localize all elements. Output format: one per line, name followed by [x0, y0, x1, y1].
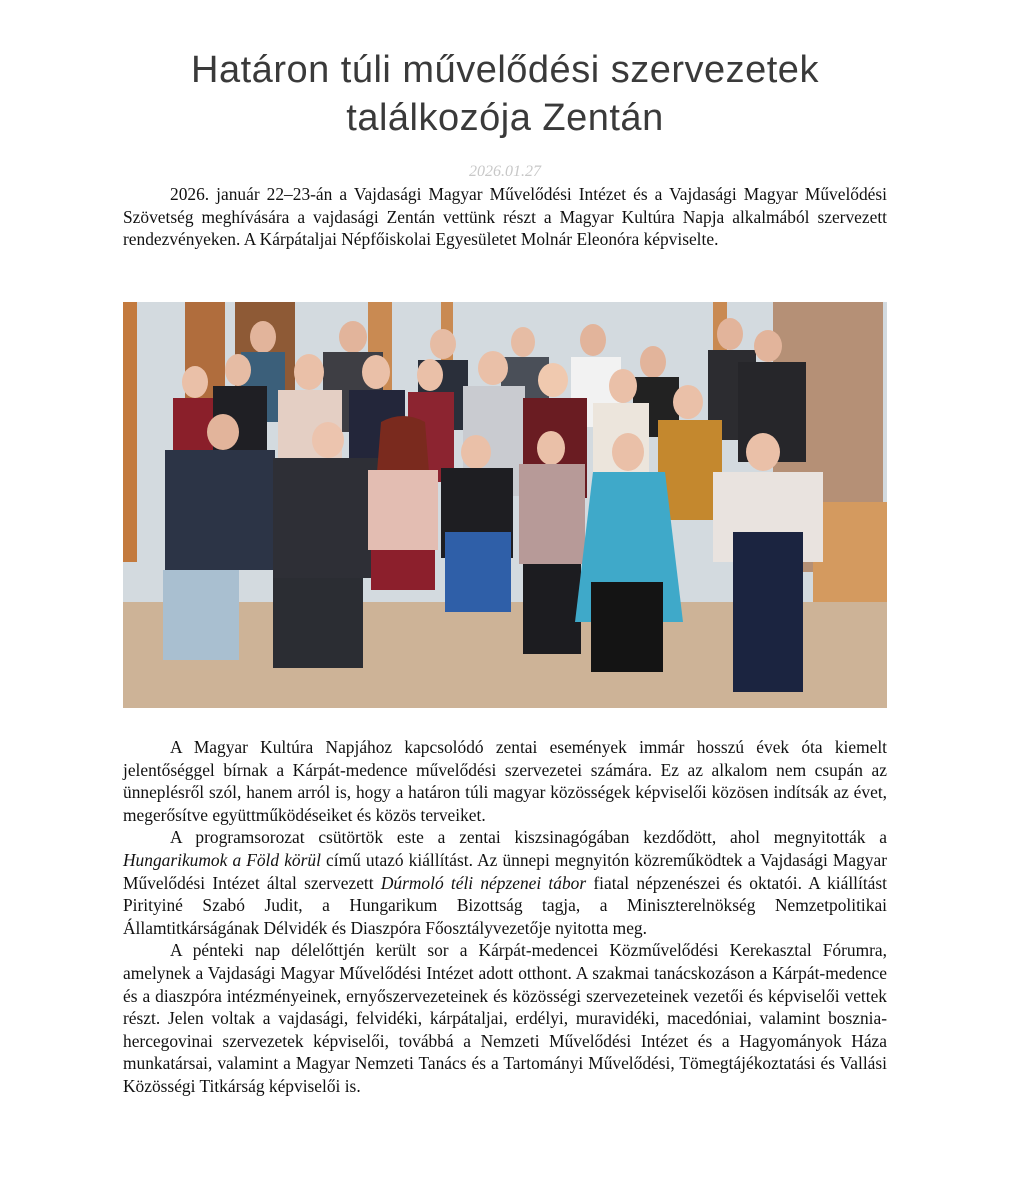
camp-title: Dúrmoló téli népzenei tábor: [380, 872, 587, 893]
intro-block: [123, 183, 887, 251]
paragraph-1: A Magyar Kultúra Napjához kapcsolódó zentai események immár hosszú évek óta kiemelt jelentőséggel bírnak a Kárpát-medence művelődési szervezetei számára. Ez az alkalom nem csupán az ünneplésről szól, hanem arról is, hogy a határon túli magyar közösségek képviselői közösen indítsák az évet, megerősítve együttműködéseiket és közös terveiket.: [123, 737, 887, 825]
title-line-2: találkozója Zentán: [346, 97, 664, 139]
photo-wood-frame-left: [123, 302, 137, 562]
group-photo-illustration: [123, 302, 887, 708]
intro-paragraph: 2026. január 22–23-án a Vajdasági Magyar Művelődési Intézet és a Vajdasági Magyar Művelődési Szövetség meghívására a vajdasági Zentán vettünk részt a Magyar Kultúra Napja alkalmából szervezett rendezvényeken. A Kárpátaljai Népfőiskolai Egyesületet Molnár Eleonóra képviselte.: [123, 184, 887, 250]
publish-date: 2026.01.27: [469, 163, 541, 180]
paragraph-2-part-1: A programsorozat csütörtök este a zentai kiszsinagógában kezdődött, ahol megnyitották a: [170, 827, 887, 848]
group-photo: [123, 302, 887, 708]
article-title: [83, 46, 927, 142]
paragraph-2: [123, 826, 887, 939]
title-line-1: Határon túli művelődési szervezetek: [191, 49, 819, 91]
exhibition-title: Hungarikumok a Föld körül: [123, 849, 321, 870]
paragraph-2-part-3: fiatal népzenészei és oktatói. A kiállítást Pirityiné Szabó Judit, a Hungarikum Bizottság tagja, a Miniszterelnökség Nemzetpolitikai Államtitkárságának Délvidék és Diaszpóra Főosztályvezetője nyitotta meg.: [123, 872, 887, 938]
paragraph-2-part-2: című utazó kiállítást. Az ünnepi megnyitón közreműködtek a Vajdasági Magyar Művelődési Intézet által szervezett: [123, 849, 888, 893]
article-body: [123, 736, 887, 1098]
paragraph-3: A pénteki nap délelőttjén került sor a Kárpát-medencei Közművelődési Kerekasztal Fórumra, amelynek a Vajdasági Magyar Művelődési Intézet adott otthont. A szakmai tanácskozáson a Kárpát-medence és a diaszpóra intézményeinek, ernyőszervezeteinek és közösségi szervezeteinek vezetői és képviselői vettek részt. Jelen voltak a vajdasági, felvidéki, kárpátaljai, erdélyi, muravidéki, macedóniai, valamint bosznia-hercegovinai szervezetek képviselői, továbbá a Nemzeti Művelődési Intézet és a Hagyományok Háza munkatársai, valamint a Magyar Nemzeti Tanács és a Tartományi Művelődési, Tömegtájékoztatási és Vallási Közösségi Titkárság képviselői is.: [123, 940, 887, 1096]
